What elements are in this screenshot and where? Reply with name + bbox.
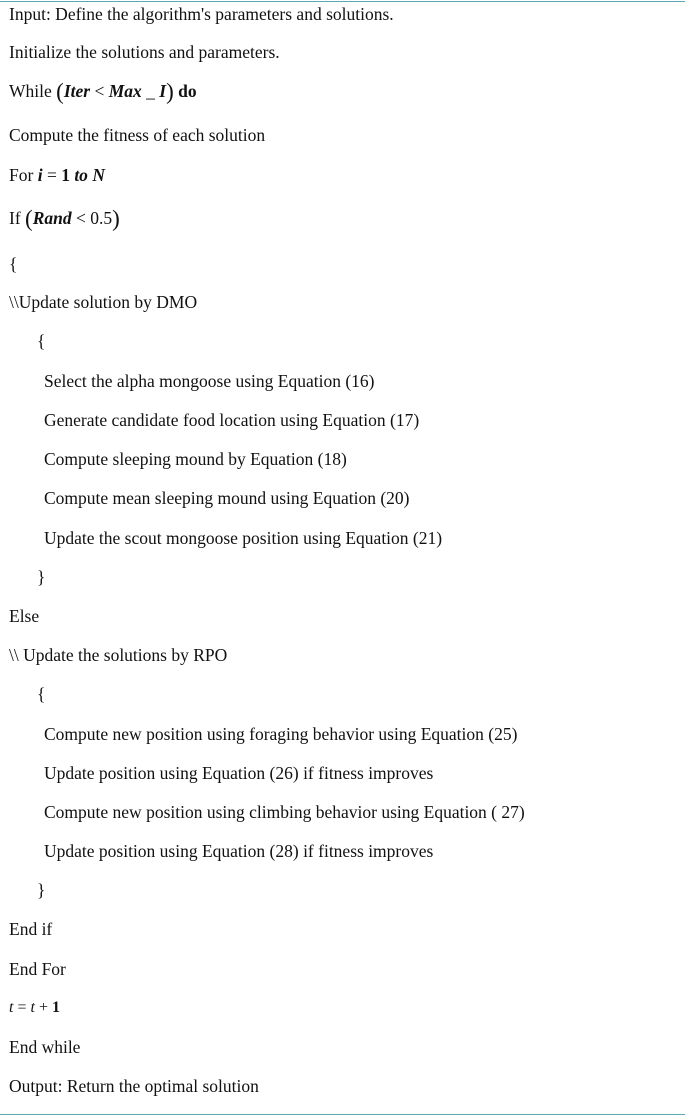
do-keyword: do [178,81,197,101]
rpo-step-foraging: Compute new position using foraging behavior using Equation (25) [44,724,518,744]
iteration-increment-line [9,997,60,1019]
rpo-open-brace: { [37,684,46,704]
dmo-close-brace: } [37,567,46,587]
if-keyword: If [9,208,21,228]
open-brace: { [9,254,18,274]
rpo-step-update-26: Update position using Equation (26) if fitness improves [44,763,434,783]
threshold-value: 0.5 [90,208,113,228]
equals-operator: = [42,165,62,185]
while-keyword: While [9,81,52,101]
end-if-line: End if [9,919,53,939]
increment-one: 1 [51,999,60,1016]
rand-variable: Rand [32,208,72,228]
rpo-close-brace: } [37,880,46,900]
if-open-paren: ( [25,206,33,231]
subscript-separator: _ [141,81,160,101]
index-variable: I [159,81,167,101]
bottom-rule [0,1114,685,1115]
if-close-paren: ) [112,206,120,231]
population-size: N [92,165,105,185]
while-open-paren: ( [56,79,64,104]
rpo-step-update-28: Update position using Equation (28) if fitness improves [44,841,434,861]
increment-rhs-variable: t [30,999,35,1016]
output-line: Output: Return the optimal solution [9,1076,259,1096]
less-than-operator: < [90,81,109,101]
max-variable: Max [108,81,142,101]
dmo-step-alpha: Select the alpha mongoose using Equation (16) [44,371,375,391]
dmo-step-mound: Compute sleeping mound by Equation (18) [44,449,347,469]
dmo-step-mean-mound: Compute mean sleeping mound using Equation (20) [44,488,410,508]
while-close-paren: ) [166,79,174,104]
end-while-line: End while [9,1037,81,1057]
end-for-line: End For [9,959,66,979]
increment-lhs: t [9,999,14,1016]
dmo-open-brace: { [37,331,46,351]
loop-start: 1 [61,165,70,185]
compute-fitness-line: Compute the fitness of each solution [9,125,266,145]
increment-equals: = [13,999,31,1016]
increment-plus: + [34,999,52,1016]
if-line [9,207,120,230]
dmo-step-scout: Update the scout mongoose position using Equation (21) [44,528,443,548]
to-keyword: to [74,165,88,185]
if-less-than-operator: < [71,208,91,228]
for-line [9,164,105,186]
dmo-step-food: Generate candidate food location using Equation (17) [44,410,420,430]
rpo-step-climbing: Compute new position using climbing behavior using Equation ( 27) [44,802,525,822]
initialize-line: Initialize the solutions and parameters. [9,42,280,62]
else-line: Else [9,606,40,626]
rpo-comment: \\ Update the solutions by RPO [9,645,228,665]
loop-variable: i [37,165,43,185]
while-line [9,80,197,103]
dmo-comment: \\Update solution by DMO [9,292,198,312]
for-keyword: For [9,165,34,185]
input-line: Input: Define the algorithm's parameters and solutions. [9,4,394,24]
iter-variable: Iter [63,81,91,101]
